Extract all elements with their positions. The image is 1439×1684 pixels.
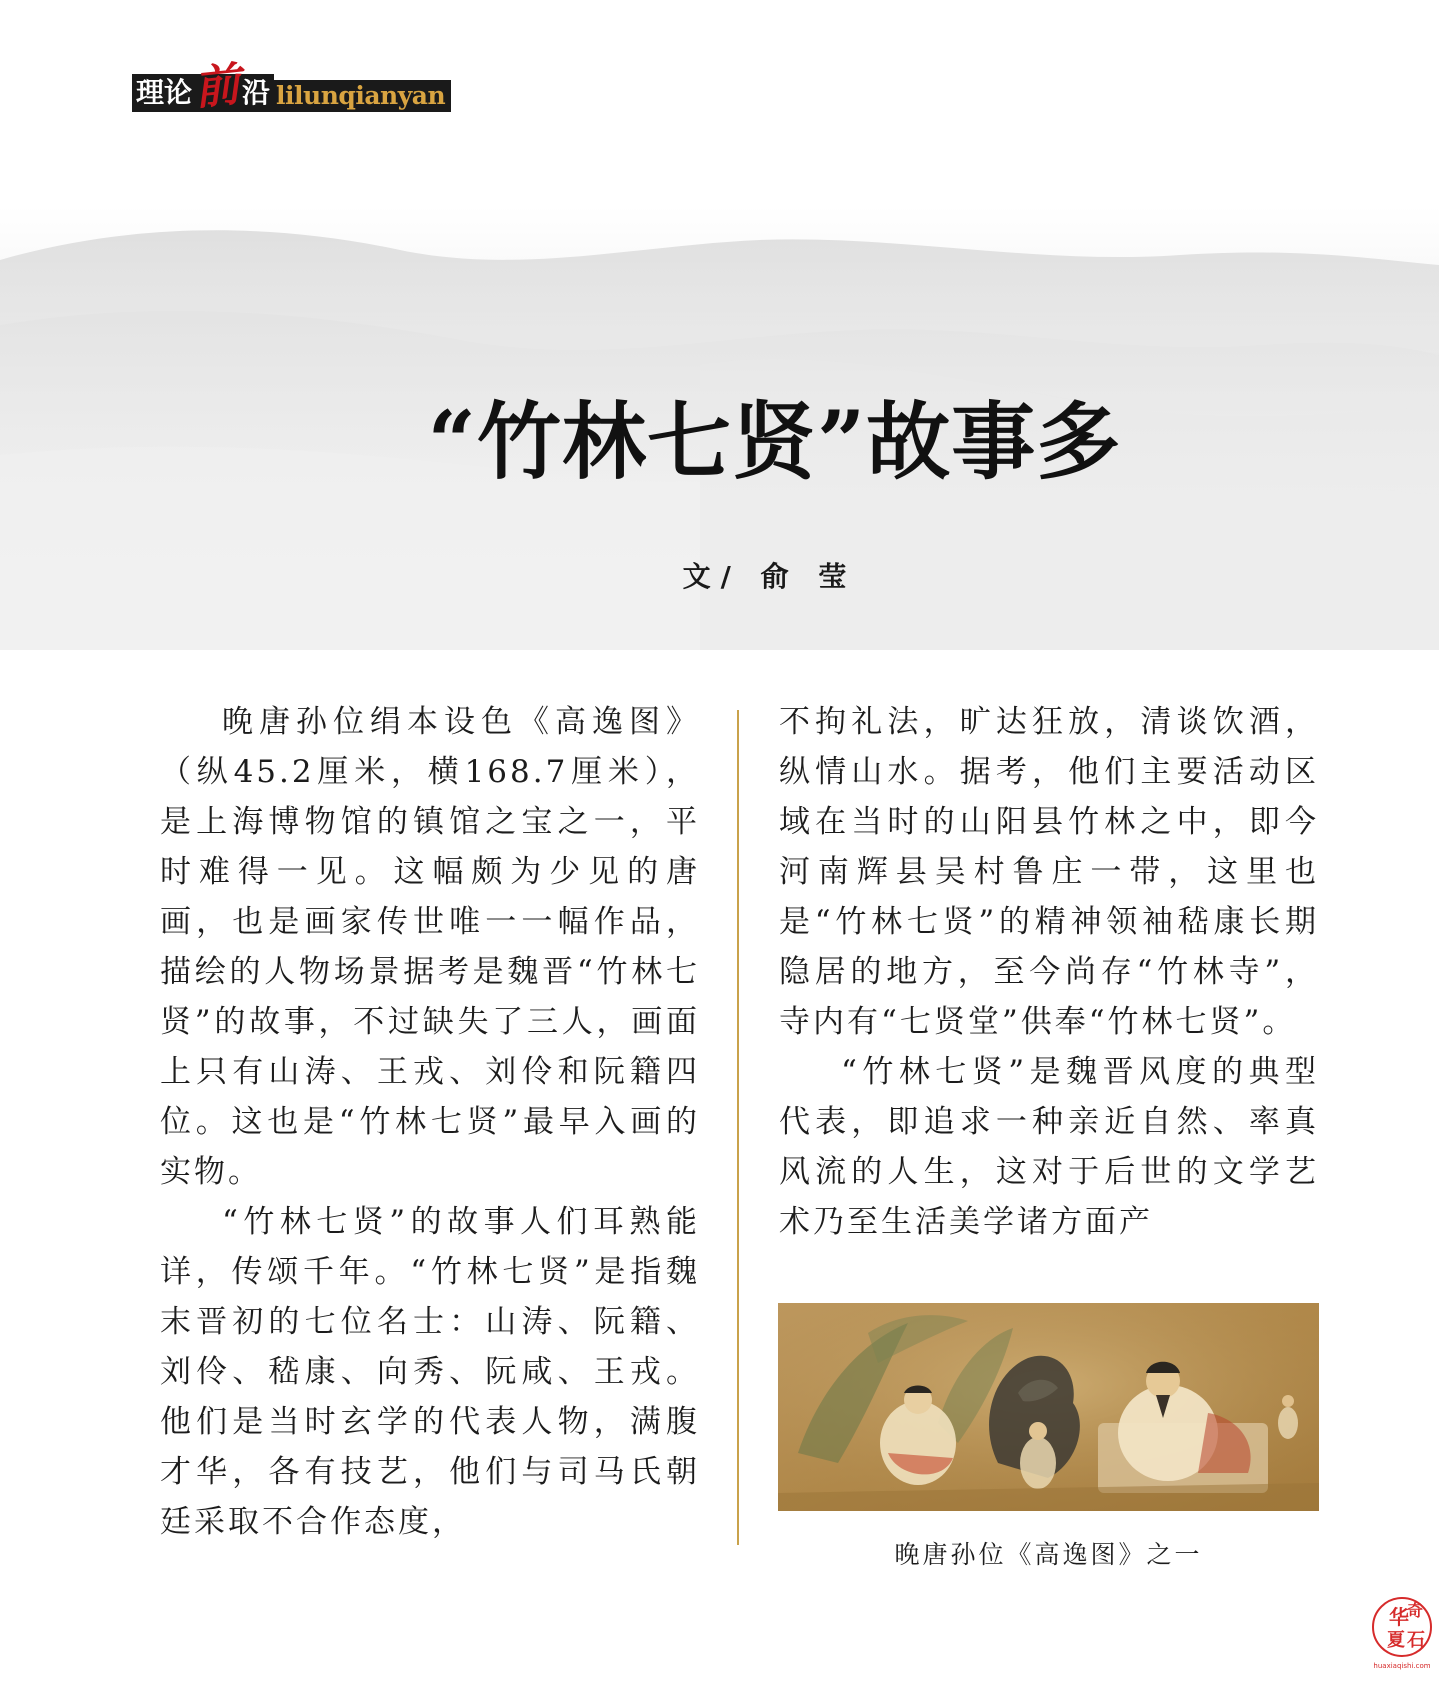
svg-text:huaxiaqishi.com: huaxiaqishi.com	[1373, 1662, 1431, 1670]
section-label	[132, 56, 274, 116]
article-byline: 文/ 俞 莹	[682, 560, 857, 593]
running-header	[132, 56, 451, 116]
paragraph: “竹林七贤”的故事人们耳熟能详，传颂千年。“竹林七贤”是指魏末晋初的七位名士：山涛、阮籍、刘伶、嵇康、向秀、阮咸、王戎。他们是当时玄学的代表人物，满腹才华，各有技艺，他们与司马氏朝廷采取不合作态度，	[160, 1204, 700, 1540]
right-column	[779, 697, 1319, 1247]
article-title: “竹林七贤”故事多	[427, 392, 1122, 491]
gaoyi-tu-painting-image	[778, 1303, 1319, 1511]
section-label-part2: 沿	[242, 76, 271, 109]
svg-text:华: 华	[1389, 1605, 1409, 1629]
paragraph: 不拘礼法，旷达狂放，清谈饮酒，纵情山水。据考，他们主要活动区域在当时的山阳县竹林之中，即今河南辉县吴村鲁庄一带，这里也是“竹林七贤”的精神领袖嵇康长期隐居的地方，至今尚存“竹林寺”，寺内有“七贤堂”供奉“竹林七贤”。	[779, 704, 1319, 1040]
section-label-part1: 理论	[136, 76, 193, 109]
left-column	[160, 697, 700, 1547]
figure-caption: 晚唐孙位《高逸图》之一	[894, 1540, 1203, 1569]
section-pinyin: lilunqianyan	[274, 80, 451, 112]
painting-figure	[778, 1303, 1319, 1511]
site-watermark-logo	[1371, 1594, 1433, 1674]
svg-text:夏: 夏	[1387, 1630, 1405, 1651]
title-banner	[0, 205, 1439, 650]
paragraph: “竹林七贤”是魏晋风度的典型代表，即追求一种亲近自然、率真风流的人生，这对于后世的文学艺术乃至生活美学诸方面产	[779, 1054, 1319, 1240]
svg-text:石: 石	[1407, 1630, 1425, 1651]
column-divider	[737, 710, 739, 1545]
paragraph: 晚唐孙位绢本设色《高逸图》（纵45.2厘米，横168.7厘米），是上海博物馆的镇馆之宝之一，平时难得一见。这幅颇为少见的唐画，也是画家传世唯一一幅作品，描绘的人物场景据考是魏晋“竹林七贤”的故事，不过缺失了三人，画面上只有山涛、王戎、刘伶和阮籍四位。这也是“竹林七贤”最早入画的实物。	[160, 704, 700, 1190]
section-label-accent: 前	[191, 56, 243, 116]
svg-text:奇: 奇	[1407, 1601, 1424, 1620]
